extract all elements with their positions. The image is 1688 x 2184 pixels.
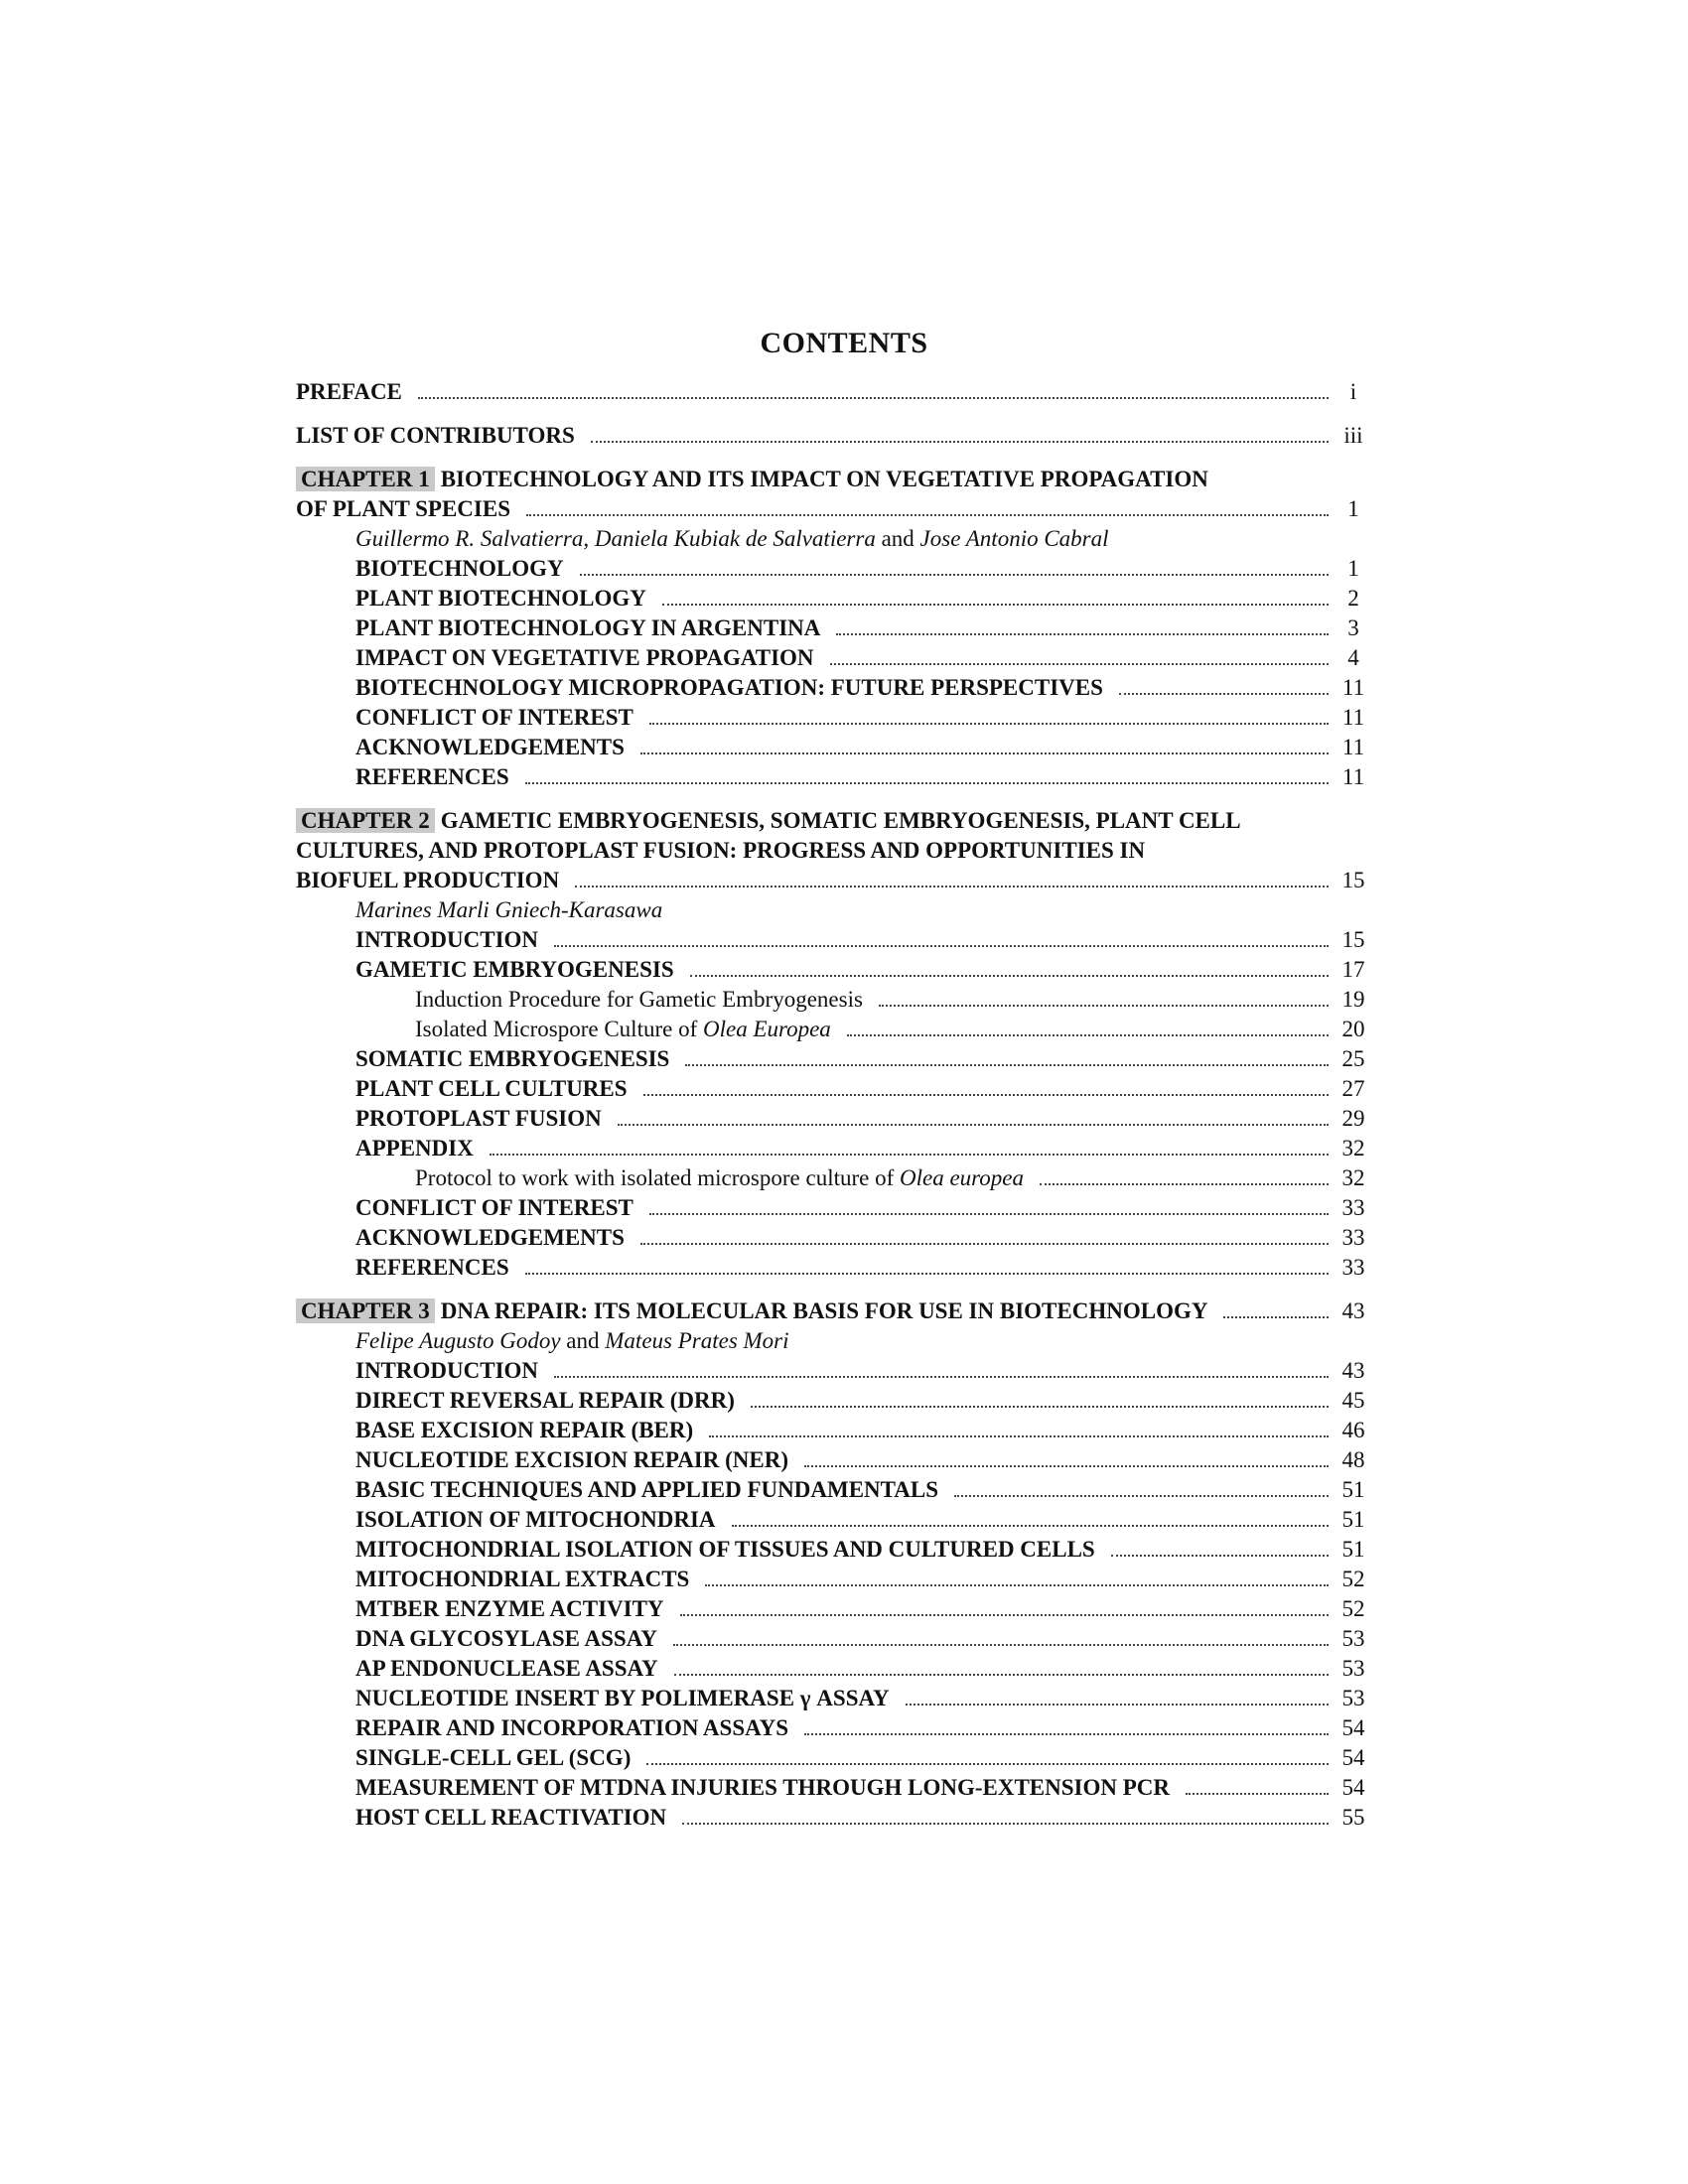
label-text: Protocol to work with isolated microspore culture of [415,1165,901,1190]
author-name: Marines Marli Gniech-Karasawa [355,897,663,922]
toc-entry-label [355,1445,788,1475]
section-entry[interactable] [296,1445,1370,1475]
page-number: 32 [1341,1165,1365,1190]
page-number: 15 [1341,868,1365,892]
section-entry[interactable] [296,584,1370,614]
page-number: 52 [1341,1596,1365,1621]
section-entry[interactable] [296,1535,1370,1565]
label-text: DIRECT REVERSAL REPAIR (DRR) [355,1388,735,1413]
dot-leader [525,781,1329,784]
toc-entry-label [355,703,633,733]
page-number: 33 [1341,1255,1365,1280]
author-name: Felipe Augusto Godoy [355,1328,561,1353]
page-number: 4 [1347,645,1359,670]
toc-entry-label [355,1624,657,1654]
label-text: GAMETIC EMBRYOGENESIS [355,957,674,982]
dot-leader [526,513,1329,516]
section-entry[interactable] [296,955,1370,985]
page-number: 29 [1341,1106,1365,1131]
toc-entry-label [296,494,510,524]
toc-entry-label [415,985,863,1015]
section-entry[interactable] [296,554,1370,584]
label-text: BIOFUEL PRODUCTION [296,868,560,892]
section-entry[interactable] [296,1193,1370,1223]
dot-leader [804,1464,1329,1467]
chapter-authors [296,1326,1370,1356]
section-entry[interactable] [296,1565,1370,1594]
label-text: LIST OF CONTRIBUTORS [296,423,575,448]
page-number: 53 [1341,1686,1365,1710]
toc-entry-label [355,1594,664,1624]
toc-entry-label [355,733,625,762]
section-entry[interactable] [296,1743,1370,1773]
dot-leader [1186,1792,1329,1795]
author-name: Mateus Prates Mori [605,1328,789,1353]
dot-leader [649,1212,1329,1215]
label-text: NUCLEOTIDE INSERT BY POLIMERASE γ ASSAY [355,1686,890,1710]
dot-leader [680,1613,1329,1616]
page-number: 19 [1341,987,1365,1012]
page-number: 11 [1341,735,1365,759]
toc-entry-label [415,1163,1024,1193]
page-number: 27 [1341,1076,1365,1101]
page-number: 15 [1341,927,1365,952]
toc-entry-label [355,1565,689,1594]
label-text: MITOCHONDRIAL EXTRACTS [355,1567,690,1591]
section-entry[interactable] [296,1356,1370,1386]
page-number: 11 [1341,705,1365,730]
chapter-title-line [296,806,1370,836]
toc-front-1[interactable] [296,421,1370,451]
dot-leader [751,1405,1329,1408]
label-text: SOMATIC EMBRYOGENESIS [355,1046,670,1071]
page-number: 43 [1341,1358,1365,1383]
toc-entry-label [355,1505,716,1535]
dot-leader [673,1643,1329,1646]
page-number: 20 [1341,1017,1365,1041]
section-entry[interactable] [296,1015,1370,1044]
label-text: ISOLATION OF MITOCHONDRIA [355,1507,716,1532]
chapter-title-line [296,465,1370,494]
dot-leader [580,573,1329,576]
section-entry[interactable] [296,1386,1370,1416]
dot-leader [830,662,1329,665]
dot-leader [1040,1182,1329,1185]
dot-leader [662,603,1329,606]
page-number: 51 [1341,1507,1365,1532]
section-entry[interactable] [296,703,1370,733]
section-entry[interactable] [296,1505,1370,1535]
section-entry[interactable] [296,762,1370,792]
author-joiner: and [560,1328,606,1353]
section-entry[interactable] [296,1223,1370,1253]
dot-leader [682,1822,1329,1825]
label-text: BASIC TECHNIQUES AND APPLIED FUNDAMENTALS [355,1477,939,1502]
toc-entry-label [355,1386,735,1416]
label-text: DNA GLYCOSYLASE ASSAY [355,1626,657,1651]
chapter-title-line: CULTURES, AND PROTOPLAST FUSION: PROGRESS AND OPPORTUNITIES IN [296,838,1146,863]
dot-leader [674,1673,1329,1676]
label-text: CONFLICT OF INTEREST [355,705,633,730]
chapter-authors [296,895,1370,925]
page-number: 33 [1341,1225,1365,1250]
italic-term: Olea europea [900,1165,1024,1190]
label-text: OF PLANT SPECIES [296,496,510,521]
dot-leader [804,1732,1329,1735]
dot-leader [732,1524,1329,1527]
page-number: 53 [1341,1626,1365,1651]
dot-leader [575,885,1329,887]
label-text: PREFACE [296,379,402,404]
author-name: Guillermo R. Salvatierra, Daniela Kubiak de Salvatierra [355,526,876,551]
toc-entry-label [355,554,564,584]
label-text: DNA REPAIR: ITS MOLECULAR BASIS FOR USE IN BIOTECHNOLOGY [440,1298,1208,1323]
toc-entry-label [355,1356,538,1386]
dot-leader [705,1583,1329,1586]
page-number: 17 [1341,957,1365,982]
toc-entry-label [355,1044,669,1074]
toc-entry-label [355,1654,658,1684]
label-text: MTBER ENZYME ACTIVITY [355,1596,664,1621]
toc-entry-label [355,1743,631,1773]
dot-leader [685,1063,1329,1066]
label-text: IMPACT ON VEGETATIVE PROPAGATION [355,645,814,670]
section-entry[interactable] [296,673,1370,703]
toc-entry-label [355,1134,474,1163]
italic-term: Olea Europea [702,1017,831,1041]
label-text: BIOTECHNOLOGY MICROPROPAGATION: FUTURE PERSPECTIVES [355,675,1103,700]
toc-entry-label [415,1015,831,1044]
section-entry[interactable] [296,614,1370,643]
label-text: ACKNOWLEDGEMENTS [355,735,625,759]
label-text: MEASUREMENT OF MTDNA INJURIES THROUGH LONG-EXTENSION PCR [355,1775,1171,1800]
chapter-entry-3[interactable] [296,1297,1370,1326]
dot-leader [554,1375,1329,1378]
page-number: 55 [1341,1805,1365,1830]
section-entry[interactable] [296,1253,1370,1283]
dot-leader [906,1703,1329,1706]
label-text: SINGLE-CELL GEL (SCG) [355,1745,632,1770]
dot-leader [649,722,1329,725]
page-number: 1 [1347,556,1359,581]
page-number: 11 [1341,764,1365,789]
label-text: NUCLEOTIDE EXCISION REPAIR (NER) [355,1447,788,1472]
label-text: BIOTECHNOLOGY [355,556,564,581]
label-text: BASE EXCISION REPAIR (BER) [355,1418,694,1442]
toc-entry-label [355,1104,602,1134]
dot-leader [1111,1554,1329,1557]
section-entry[interactable] [296,1416,1370,1445]
author-joiner: and [875,526,920,551]
dot-leader [418,396,1329,399]
label-text: Induction Procedure for Gametic Embryogenesis [415,987,863,1012]
section-entry[interactable] [296,1803,1370,1833]
dot-leader [591,440,1329,443]
section-entry[interactable] [296,1475,1370,1505]
toc-entry-label [355,1193,633,1223]
page-number: 54 [1341,1715,1365,1740]
page-number: 2 [1347,586,1359,611]
label-text: APPENDIX [355,1136,474,1160]
page-number: 11 [1341,675,1365,700]
toc-entry-label [355,762,509,792]
label-text: PLANT BIOTECHNOLOGY [355,586,646,611]
chapter-tag: CHAPTER 2 [296,808,435,833]
label-text: INTRODUCTION [355,1358,539,1383]
label-text: PLANT BIOTECHNOLOGY IN ARGENTINA [355,615,821,640]
section-entry[interactable] [296,1773,1370,1803]
toc-entry-label [355,1475,938,1505]
dot-leader [709,1434,1329,1437]
label-text: REFERENCES [355,764,509,789]
dot-leader [640,751,1329,754]
toc-entry-label [355,584,646,614]
dot-leader [646,1762,1329,1765]
section-entry[interactable] [296,925,1370,955]
section-entry[interactable] [296,1163,1370,1193]
page-number: 51 [1341,1477,1365,1502]
toc-entry-label [355,1253,509,1283]
toc-entry-label [355,1773,1170,1803]
toc-entry-label [355,643,814,673]
page-number: 43 [1341,1298,1365,1323]
label-text: CONFLICT OF INTEREST [355,1195,633,1220]
page-number: 54 [1341,1775,1365,1800]
section-entry[interactable] [296,733,1370,762]
toc-entry-label [355,925,538,955]
dot-leader [640,1242,1329,1245]
dot-leader [954,1494,1329,1497]
toc-list [296,377,1370,1846]
dot-leader [525,1272,1329,1275]
chapter-entry-1[interactable] [296,494,1370,524]
page-number: 51 [1341,1537,1365,1562]
toc-entry-label [296,421,575,451]
dot-leader [554,944,1329,947]
label-text: PROTOPLAST FUSION [355,1106,602,1131]
chapter-title-text: GAMETIC EMBRYOGENESIS, SOMATIC EMBRYOGENESIS, PLANT CELL [440,808,1241,833]
toc-front-0[interactable] [296,377,1370,407]
chapter-title-text: BIOTECHNOLOGY AND ITS IMPACT ON VEGETATIVE PROPAGATION [440,467,1208,491]
toc-entry-label [355,1803,666,1833]
page-number: iii [1343,423,1363,448]
toc-entry-label [296,1297,1207,1326]
chapter-authors [296,524,1370,554]
label-text: REPAIR AND INCORPORATION ASSAYS [355,1715,789,1740]
chapter-tag: CHAPTER 3 [296,1298,435,1323]
section-entry[interactable] [296,985,1370,1015]
dot-leader [643,1093,1329,1096]
label-text: PLANT CELL CULTURES [355,1076,628,1101]
section-entry[interactable] [296,1713,1370,1743]
dot-leader [1119,692,1329,695]
toc-entry-label [355,1713,788,1743]
toc-entry-label [355,1223,625,1253]
section-entry[interactable] [296,1684,1370,1713]
dot-leader [490,1153,1329,1156]
toc-entry-label [355,673,1103,703]
toc-entry-label [355,955,674,985]
dot-leader [847,1033,1329,1036]
section-entry[interactable] [296,1074,1370,1104]
label-text: AP ENDONUCLEASE ASSAY [355,1656,658,1681]
chapter-tag: CHAPTER 1 [296,467,435,491]
label-text: Isolated Microspore Culture of [415,1017,703,1041]
page-number: 54 [1341,1745,1365,1770]
page-number: 46 [1341,1418,1365,1442]
label-text: MITOCHONDRIAL ISOLATION OF TISSUES AND CULTURED CELLS [355,1537,1095,1562]
page-title: CONTENTS [760,327,928,359]
page-number: 33 [1341,1195,1365,1220]
chapter-entry-2[interactable] [296,866,1370,895]
toc-entry-label [296,866,559,895]
dot-leader [1223,1315,1329,1318]
page-number: 3 [1347,615,1359,640]
label-text: REFERENCES [355,1255,509,1280]
page-number: 52 [1341,1567,1365,1591]
toc-entry-label [355,1074,628,1104]
label-text: ACKNOWLEDGEMENTS [355,1225,625,1250]
section-entry[interactable] [296,1044,1370,1074]
dot-leader [618,1123,1329,1126]
dot-leader [836,632,1329,635]
section-entry[interactable] [296,1134,1370,1163]
label-text: HOST CELL REACTIVATION [355,1805,667,1830]
toc-entry-label [355,1416,693,1445]
dot-leader [690,974,1329,977]
author-name: Jose Antonio Cabral [919,526,1109,551]
label-text: INTRODUCTION [355,927,539,952]
section-entry[interactable] [296,1104,1370,1134]
toc-entry-label [355,614,820,643]
page-number: 32 [1341,1136,1365,1160]
toc-entry-label [355,1535,1095,1565]
section-entry[interactable] [296,643,1370,673]
page-number: 48 [1341,1447,1365,1472]
dot-leader [879,1004,1329,1007]
page-number: 1 [1347,496,1359,521]
section-entry[interactable] [296,1594,1370,1624]
page-number: i [1349,379,1357,404]
toc-entry-label [296,377,402,407]
page-number: 25 [1341,1046,1365,1071]
page-number: 53 [1341,1656,1365,1681]
section-entry[interactable] [296,1654,1370,1684]
toc-entry-label [355,1684,890,1713]
page-number: 45 [1341,1388,1365,1413]
section-entry[interactable] [296,1624,1370,1654]
